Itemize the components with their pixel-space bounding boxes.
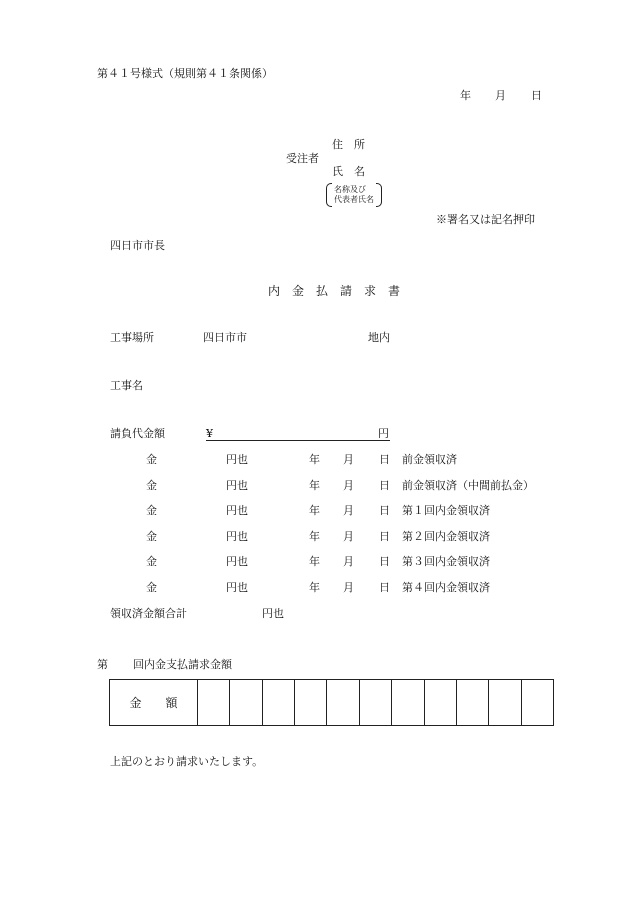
enya-label: 円也: [226, 453, 248, 466]
kin-label: 金: [146, 555, 157, 568]
digit-cell[interactable]: [327, 680, 359, 726]
kin-label: 金: [146, 504, 157, 517]
receipt-row: [0, 505, 630, 519]
receipt-description: 第３回内金領収済: [402, 555, 490, 568]
digit-cell[interactable]: [424, 680, 456, 726]
digit-cell[interactable]: [392, 680, 424, 726]
receipt-row: [0, 454, 630, 468]
year-label: 年: [309, 581, 320, 594]
work-place-label: 工事場所: [110, 331, 154, 344]
enya-label: 円也: [226, 479, 248, 492]
document-title: 内 金 払 請 求 書: [268, 284, 401, 298]
year-label: 年: [309, 530, 320, 543]
amount-row: [110, 680, 554, 726]
month-label: 月: [343, 530, 354, 543]
bracket-left: [326, 183, 332, 207]
bracket-right: [376, 183, 382, 207]
kin-label: 金: [146, 479, 157, 492]
work-place-city: 四日市市: [203, 331, 247, 344]
total-received-label: 領収済金額合計: [110, 607, 187, 620]
receipt-row: [0, 531, 630, 545]
receipt-row: [0, 556, 630, 570]
contractor-label: 受注者: [286, 152, 319, 165]
month-label: 月: [343, 479, 354, 492]
receipt-description: 第２回内金領収済: [402, 530, 490, 543]
bracket-line2: 代表者氏名: [334, 195, 374, 204]
work-name-label: 工事名: [110, 379, 143, 392]
month-label: 月: [343, 581, 354, 594]
digit-cell[interactable]: [521, 680, 553, 726]
kin-label: 金: [146, 453, 157, 466]
digit-cell[interactable]: [456, 680, 488, 726]
date-month: 月: [495, 89, 506, 102]
request-heading-prefix: 第: [97, 658, 108, 671]
enya-label: 円也: [226, 530, 248, 543]
addressee: 四日市市長: [110, 239, 165, 252]
day-label: 日: [379, 555, 390, 568]
receipt-description: 前金領収済: [402, 453, 457, 466]
day-label: 日: [379, 453, 390, 466]
year-label: 年: [309, 504, 320, 517]
digit-cell[interactable]: [489, 680, 521, 726]
closing-statement: 上記のとおり請求いたします。: [110, 755, 264, 768]
year-label: 年: [309, 453, 320, 466]
enya-label: 円也: [226, 555, 248, 568]
enya-label: 円也: [226, 504, 248, 517]
contract-amount-label: 請負代金額: [110, 427, 165, 440]
day-label: 日: [379, 479, 390, 492]
receipt-row: [0, 582, 630, 596]
digit-cell[interactable]: [262, 680, 294, 726]
day-label: 日: [379, 504, 390, 517]
month-label: 月: [343, 453, 354, 466]
year-label: 年: [309, 479, 320, 492]
bracket-line1: 名称及び: [334, 185, 366, 194]
contractor-address-label: 住 所: [332, 138, 365, 151]
contractor-name-label: 氏 名: [332, 165, 365, 178]
receipt-description: 前金領収済（中間前払金）: [402, 479, 534, 492]
total-received-unit: 円也: [262, 607, 284, 620]
date-day: 日: [531, 89, 542, 102]
digit-cell[interactable]: [295, 680, 327, 726]
digit-cell[interactable]: [198, 680, 230, 726]
form-number: 第４１号様式（規則第４１条関係）: [97, 67, 273, 80]
contract-amount-underline: [206, 440, 390, 441]
receipt-description: 第４回内金領収済: [402, 581, 490, 594]
date-year: 年: [460, 89, 471, 102]
yen-symbol: ¥: [206, 427, 213, 440]
amount-label: 金 額: [110, 680, 198, 726]
kin-label: 金: [146, 581, 157, 594]
month-label: 月: [343, 504, 354, 517]
amount-table: [109, 679, 554, 726]
day-label: 日: [379, 581, 390, 594]
request-heading-suffix: 回内金支払請求金額: [133, 658, 232, 671]
representative-bracket: [326, 183, 382, 207]
enya-label: 円也: [226, 581, 248, 594]
month-label: 月: [343, 555, 354, 568]
day-label: 日: [379, 530, 390, 543]
digit-cell[interactable]: [230, 680, 262, 726]
digit-cell[interactable]: [359, 680, 391, 726]
kin-label: 金: [146, 530, 157, 543]
yen-unit: 円: [378, 427, 389, 440]
seal-note: ※署名又は記名押印: [436, 213, 535, 226]
year-label: 年: [309, 555, 320, 568]
receipt-description: 第１回内金領収済: [402, 504, 490, 517]
work-place-suffix: 地内: [368, 331, 390, 344]
receipt-row: [0, 480, 630, 494]
